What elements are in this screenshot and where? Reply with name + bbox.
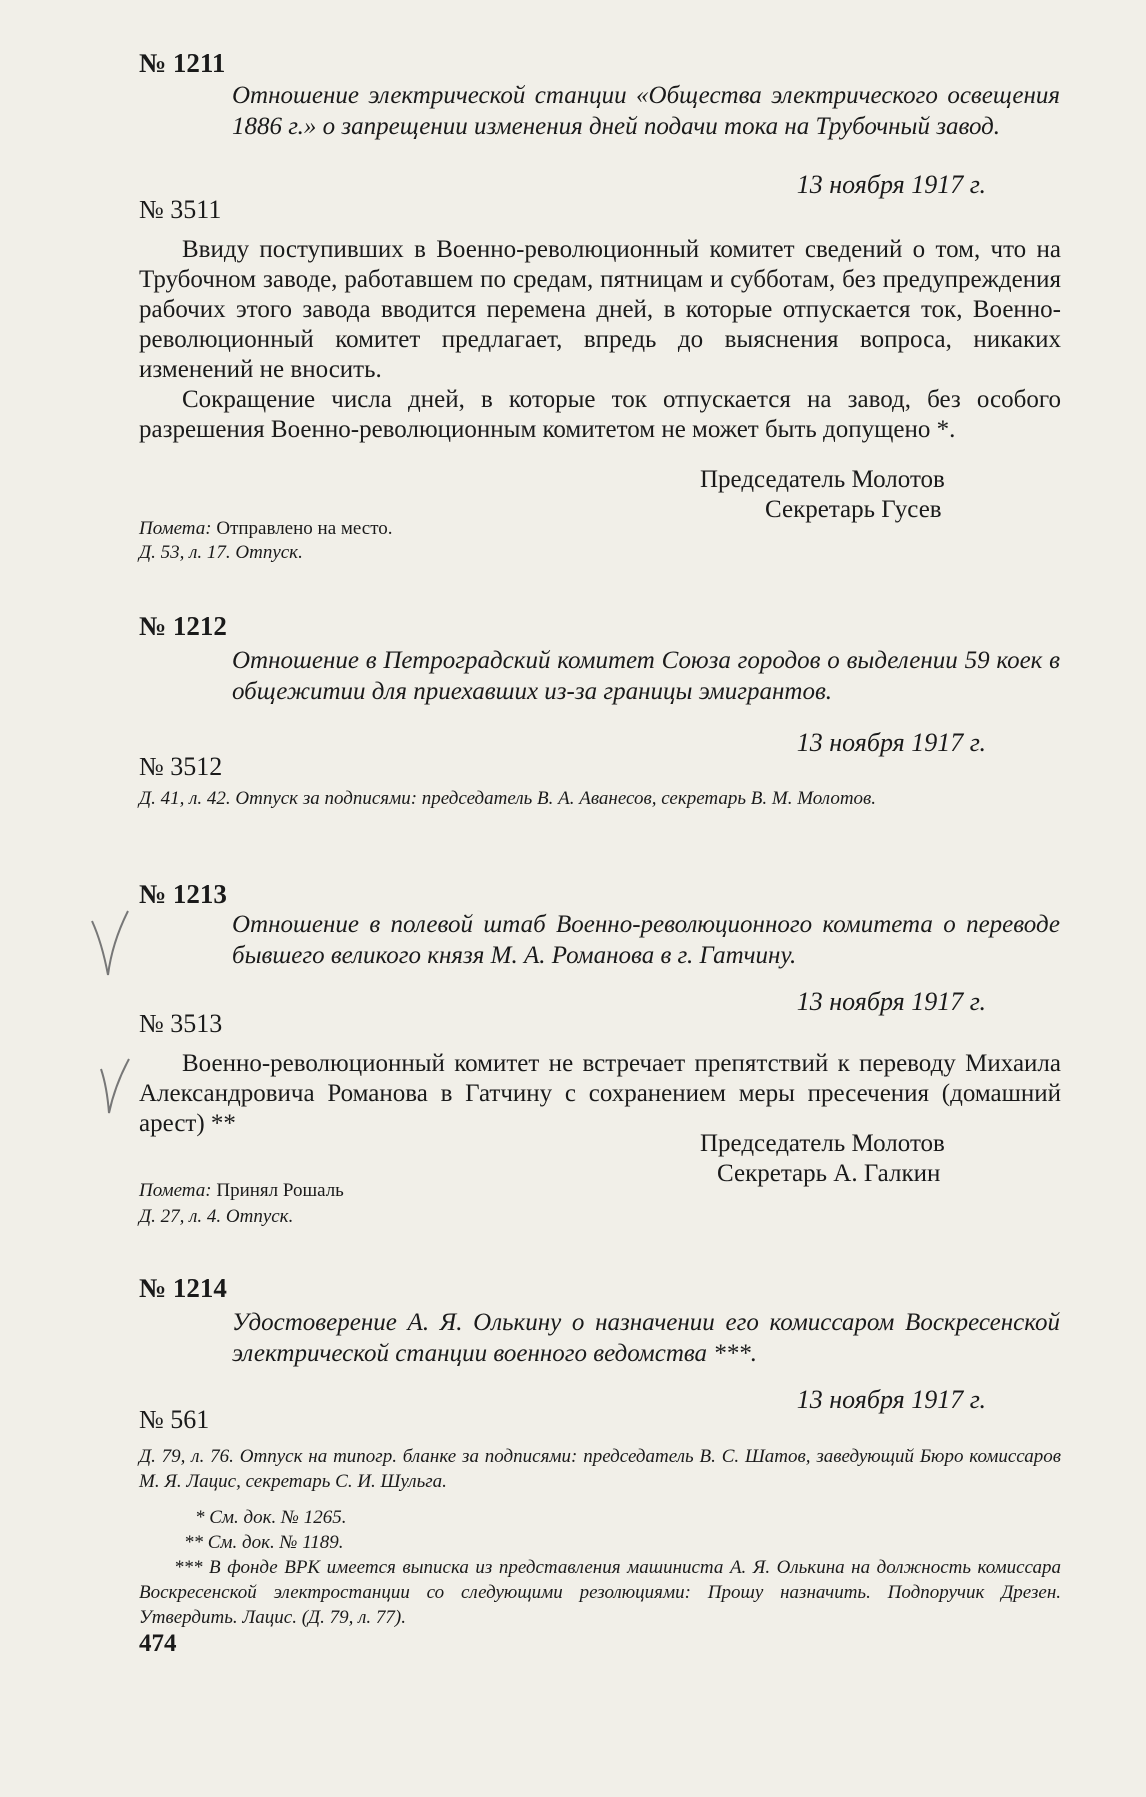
doc-1211-para-2: Сокращение числа дней, в которые ток отпускается на завод, без особого разрешения Военно-революционным комитетом не может быть допущено *. bbox=[139, 386, 1061, 443]
doc-1213-reg: № 3513 bbox=[139, 1009, 223, 1038]
footnote-3: *** В фонде ВРК имеется выписка из представления машиниста А. Я. Олькина на должность комиссара Воскресенской электростанции со следующими резолюциями: Прошу назначить. Подпоручик Дрезен. Утвердить. Лацис. (Д. 79, л. 77). bbox=[139, 1557, 1061, 1628]
doc-1212-reg: № 3512 bbox=[139, 752, 223, 781]
doc-1212-number: № 1212 bbox=[139, 611, 227, 641]
doc-1213-archive: Д. 27, л. 4. Отпуск. bbox=[139, 1206, 294, 1227]
doc-1211-reg: № 3511 bbox=[139, 195, 222, 224]
doc-1212-archive: Д. 41, л. 42. Отпуск за подписями: председатель В. А. Аванесов, секретарь В. М. Молотов. bbox=[139, 788, 877, 809]
note-text: Принял Рошаль bbox=[216, 1180, 344, 1201]
doc-1213-signature-chair: Председатель Молотов bbox=[700, 1130, 945, 1157]
doc-1211-signature-secretary: Секретарь Гусев bbox=[765, 496, 942, 523]
doc-1213-title: Отношение в полевой штаб Военно-революционного комитета о переводе бывшего великого князя М. А. Романова в г. Гатчину. bbox=[232, 911, 1060, 969]
note-text: Отправлено на место. bbox=[216, 518, 393, 539]
doc-1213-para: Военно-революционный комитет не встречает препятствий к переводу Михаила Александровича Романова в Гатчину с сохранением меры пресечения (домашний арест) ** bbox=[139, 1050, 1061, 1137]
pencil-check-mark-icon bbox=[88, 905, 133, 985]
doc-1213-date: 13 ноября 1917 г. bbox=[796, 987, 986, 1016]
doc-1214-reg: № 561 bbox=[139, 1405, 210, 1434]
doc-1211-date: 13 ноября 1917 г. bbox=[796, 170, 986, 199]
page-number: 474 bbox=[139, 1630, 177, 1657]
doc-1212-date: 13 ноября 1917 г. bbox=[796, 728, 986, 757]
doc-1213-note bbox=[139, 1178, 344, 1203]
note-label: Помета: bbox=[139, 518, 212, 539]
doc-1211-note bbox=[139, 516, 393, 541]
note-label: Помета: bbox=[139, 1180, 212, 1201]
doc-1211-signature-chair: Председатель Молотов bbox=[700, 466, 945, 493]
doc-1211-para-1: Ввиду поступивших в Военно-революционный комитет сведений о том, что на Трубочном заводе, работавшем по средам, пятницам и субботам, без предупреждения рабочих этого завода вводится перемена дней, в которые отпускается ток, Военно-революционный комитет предлагает, впредь до выяснения вопроса, никаких изменений не вносить. bbox=[139, 236, 1061, 383]
doc-1211-archive: Д. 53, л. 17. Отпуск. bbox=[139, 542, 303, 563]
doc-1214-archive: Д. 79, л. 76. Отпуск на типогр. бланке за подписями: председатель В. С. Шатов, заведующий Бюро комиссаров М. Я. Лацис, секретарь С. И. Шульга. bbox=[139, 1446, 1061, 1492]
pencil-check-mark-icon bbox=[95, 1055, 135, 1120]
footnote-2: ** См. док. № 1189. bbox=[184, 1532, 344, 1553]
footnote-1: * См. док. № 1265. bbox=[195, 1507, 347, 1528]
doc-1214-title: Удостоверение А. Я. Олькину о назначении его комиссаром Воскресенской электрической станции военного ведомства ***. bbox=[232, 1309, 1060, 1367]
doc-1213-number: № 1213 bbox=[139, 879, 227, 909]
doc-1214-number: № 1214 bbox=[139, 1273, 227, 1303]
doc-1212-title: Отношение в Петроградский комитет Союза городов о выделении 59 коек в общежитии для приехавших из-за границы эмигрантов. bbox=[232, 647, 1060, 705]
doc-1211-title: Отношение электрической станции «Общества электрического освещения 1886 г.» о запрещении изменения дней подачи тока на Трубочный завод. bbox=[232, 82, 1060, 140]
doc-1214-date: 13 ноября 1917 г. bbox=[796, 1385, 986, 1414]
doc-1211-number: № 1211 bbox=[139, 48, 226, 78]
doc-1213-signature-secretary: Секретарь А. Галкин bbox=[717, 1160, 941, 1187]
